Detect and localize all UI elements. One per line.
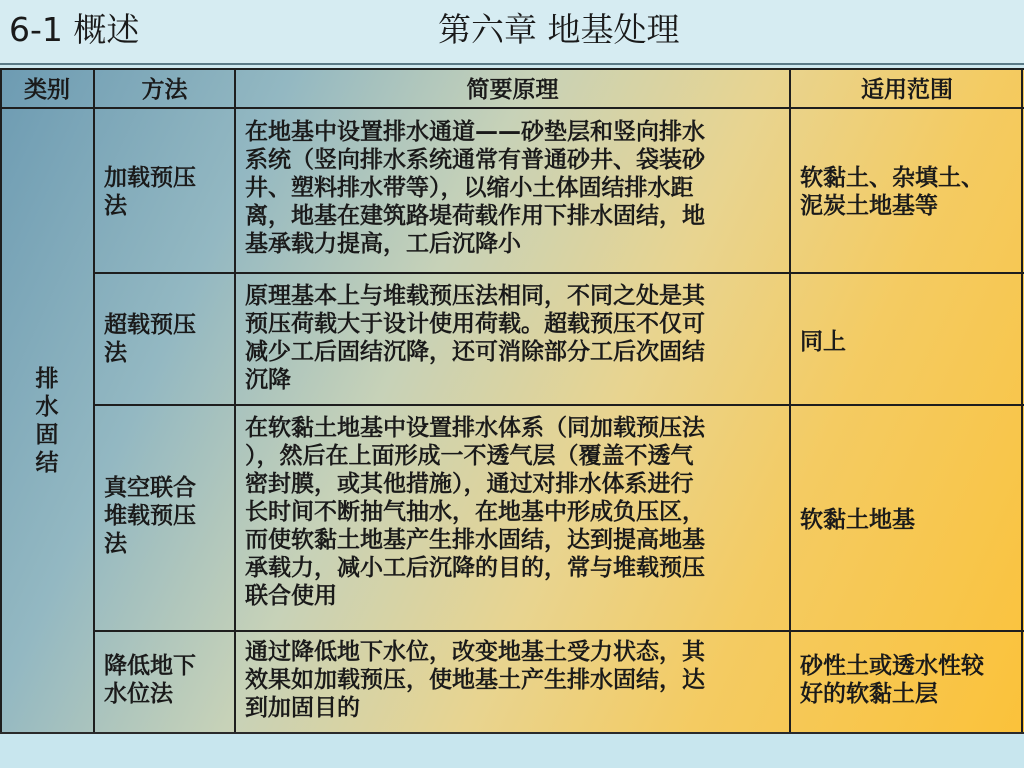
principle-line: 密封膜，或其他措施），通过对排水体系进行: [245, 471, 694, 497]
principle-line: 而使软黏土地基产生排水固结，达到提高地基: [245, 527, 705, 553]
method-line: 法: [104, 531, 127, 557]
header-row-divider: [0, 107, 1024, 109]
principle-line: 沉降: [245, 367, 291, 393]
method-line: 超载预压: [104, 312, 196, 338]
principle-line: 长时间不断抽气抽水，在地基中形成负压区，: [245, 499, 705, 525]
table-border-left: [0, 68, 2, 732]
scope-line: 软黏土、杂填土、: [800, 165, 984, 191]
principle-cell: [245, 282, 785, 394]
method-line: 堆载预压: [104, 503, 196, 529]
principle-line: 离，地基在建筑路堤荷载作用下排水固结，地: [245, 203, 705, 229]
method-cell: [104, 652, 229, 708]
method-line: 法: [104, 340, 127, 366]
principle-line: 减少工后固结沉降，还可消除部分工后次固结: [245, 339, 705, 365]
method-line: 加载预压: [104, 165, 196, 191]
principle-line: 井、塑料排水带等），以缩小土体固结排水距: [245, 175, 694, 201]
principle-cell: [245, 118, 785, 258]
ground-treatment-table: [0, 68, 1024, 732]
principle-line: 效果如加载预压，使地基土产生排水固结，达: [245, 667, 705, 693]
principle-line: 基承载力提高，工后沉降小: [245, 231, 521, 257]
method-line: 降低地下: [104, 653, 196, 679]
method-cell: [104, 311, 229, 367]
category-drainage-consolidation: [30, 365, 64, 477]
section-label: 6-1 概述: [9, 10, 140, 49]
chapter-title: 第六章 地基处理: [438, 10, 680, 49]
principle-line: 承载力，减小工后沉降的目的，常与堆载预压: [245, 555, 705, 581]
principle-line: 通过降低地下水位，改变地基土受力状态，其: [245, 639, 705, 665]
scope-cell: [800, 164, 1020, 220]
scope-line: 好的软黏土层: [800, 681, 938, 707]
scope-line: 砂性土或透水性较: [800, 653, 984, 679]
category-char: 排: [35, 366, 59, 392]
scope-line: 泥炭土地基等: [800, 193, 938, 219]
method-cell: [104, 474, 229, 558]
slide-footer: [0, 732, 1024, 768]
principle-cell: [245, 638, 785, 722]
column-header-scope: 适用范围: [861, 77, 953, 103]
principle-line: 预压荷载大于设计使用荷载。超载预压不仅可: [245, 311, 705, 337]
method-line: 真空联合: [104, 475, 196, 501]
header-divider: [0, 63, 1024, 65]
method-line: 水位法: [104, 681, 173, 707]
principle-line: 到加固目的: [245, 695, 360, 721]
scope-line: 软黏土地基: [800, 507, 915, 533]
scope-cell: [800, 506, 1020, 534]
category-char: 水: [35, 394, 59, 420]
slide-header: [0, 0, 1024, 64]
scope-cell: [800, 328, 1020, 356]
column-divider: [234, 68, 236, 732]
method-line: 法: [104, 193, 127, 219]
principle-line: ），然后在上面形成一不透气层（覆盖不透气: [245, 443, 694, 469]
category-char: 固: [35, 422, 59, 448]
principle-line: 在地基中设置排水通道——砂垫层和竖向排水: [245, 119, 705, 145]
principle-line: 系统（竖向排水系统通常有普通砂井、袋装砂: [245, 147, 705, 173]
column-header-principle: 简要原理: [466, 77, 559, 103]
principle-line: 联合使用: [245, 583, 337, 609]
column-divider: [789, 68, 791, 732]
principle-cell: [245, 414, 785, 610]
principle-line: 在软黏土地基中设置排水体系（同加载预压法: [245, 415, 705, 441]
category-char: 结: [35, 450, 59, 476]
column-divider: [93, 68, 95, 732]
table-border-top: [0, 68, 1024, 70]
principle-line: 原理基本上与堆载预压法相同，不同之处是其: [245, 283, 705, 309]
scope-cell: [800, 652, 1020, 708]
column-header-method: 方法: [141, 77, 188, 103]
column-header-category: 类别: [24, 77, 70, 103]
scope-line: 同上: [800, 329, 846, 355]
method-cell: [104, 164, 229, 220]
table-border-right: [1021, 68, 1023, 732]
